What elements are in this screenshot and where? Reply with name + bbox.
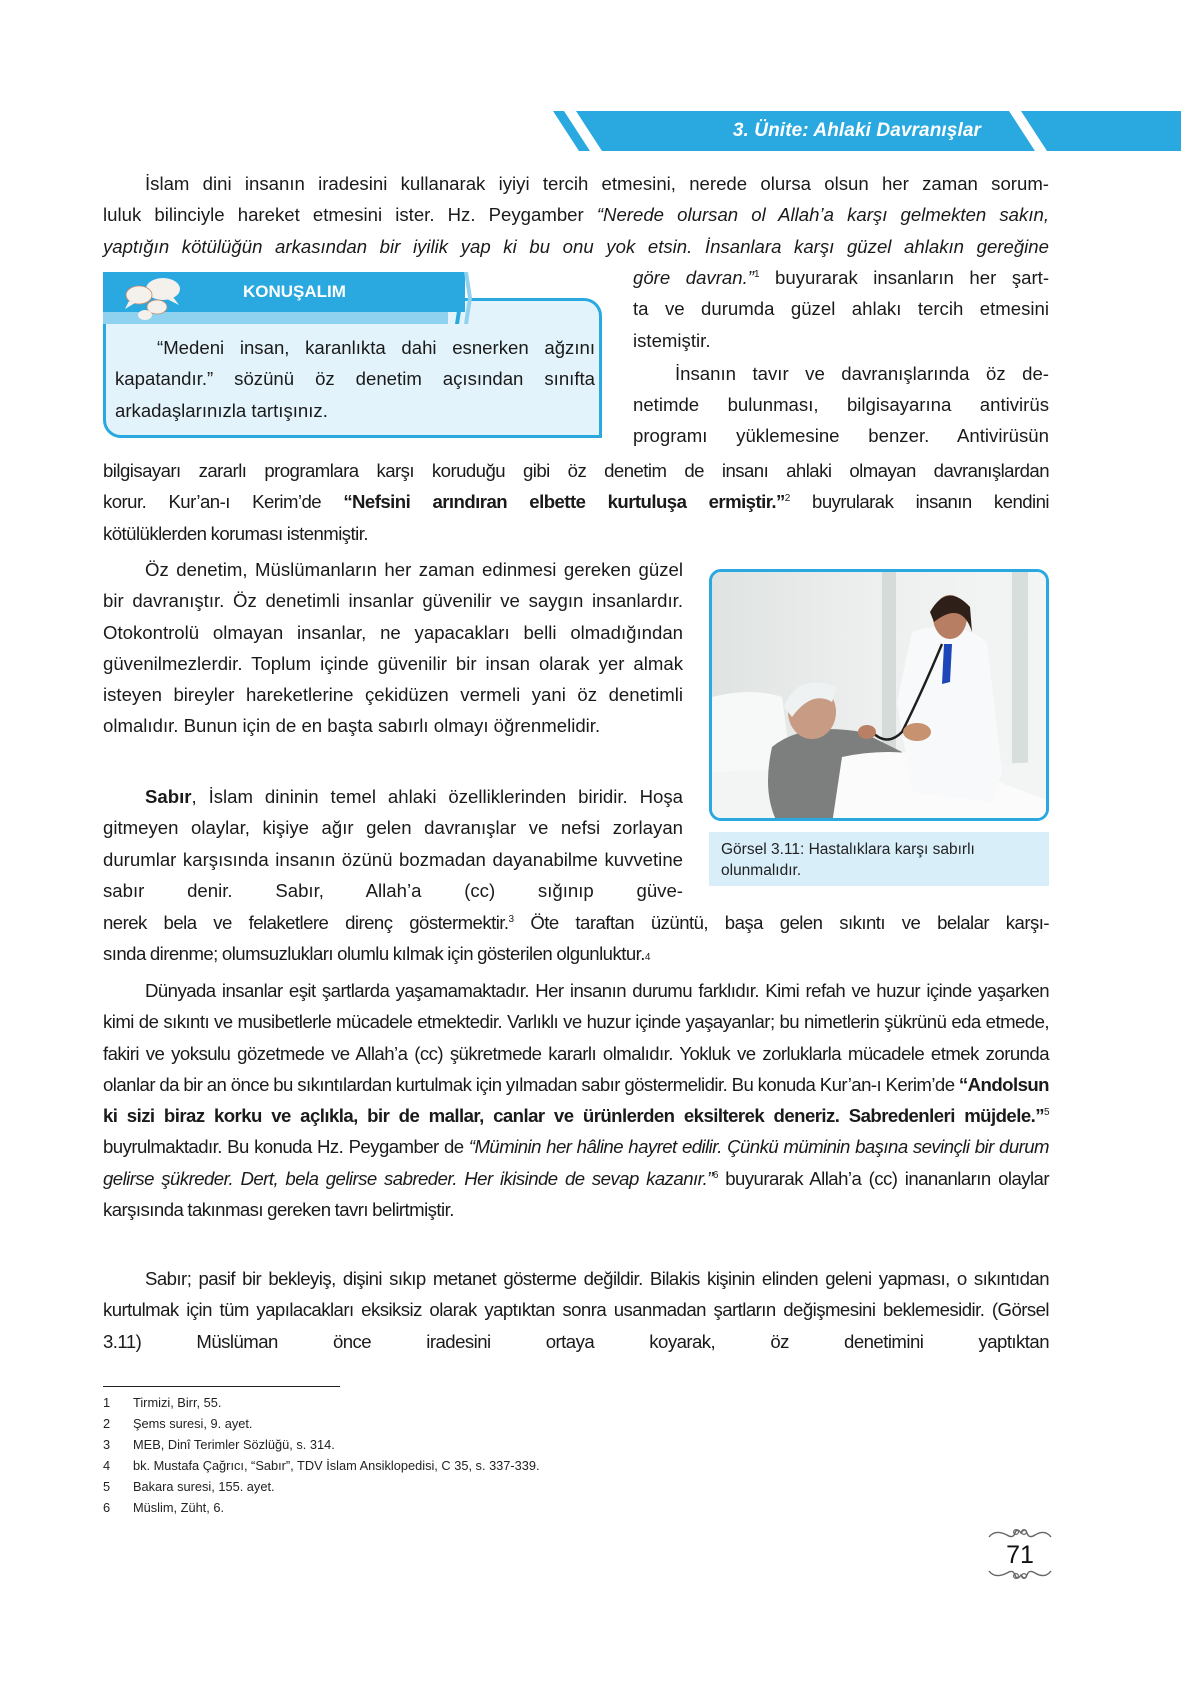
intro-line: İslam dini insanın iradesini kullanarak iyiyi tercih etmesini, nerede olursa olsun her zaman sorum- [145,173,1049,194]
text-line: İnsanın tavır ve davranışlarında öz de- [675,362,1049,384]
chevron-decoration-icon [455,272,463,324]
footnote-number: 4 [103,1458,111,1473]
footnote-text: Şems suresi, 9. ayet. [133,1416,253,1431]
self-control-paragraph [103,554,683,742]
text-span: buyurarak Allah’a (cc) inananların olaylar karşısında takınması gereken tavrı belirtmiştir. [103,1167,1049,1221]
intro-line [103,231,1049,262]
right-column-text [633,262,1049,452]
text-block: Öz denetim, Müslümanların her zaman edinmesi gereken güzel bir davranıştır. Öz denetimli insanlar güvenilir ve saygın insanlardır. Otokontrolü olmayan insanlar, ne yapacakları belli olmadığından güvenilmezlerdir. Toplum içinde güvenilir bir insan olarak yer almak isteyen bireyler hareketlerine çekidüzen vermeli yani öz denetimli olmalıdır. Bunun için de en başta sabırlı olmayı öğrenmelidir. [103,559,683,737]
footnote-text: bk. Mustafa Çağrıcı, “Sabır”, TDV İslam Ansiklopedisi, C 35, s. 337-339. [133,1458,540,1473]
text-span: Dünyada insanlar eşit şartlarda yaşamamaktadır. Her insanın durumu farklıdır. Kimi refah ve huzur içinde yaşarken kimi de sıkıntı ve musibetlerle mücadele etmektedir. Varlıklı ve huzur içinde yaşayanlar; bu nimetlerin şükrünü eda etmede, fakiri ve yoksulu gözetmede ve Allah’a (cc) şükretmede kararlı olmalıdır. Yokluk ve zorluklarla mücadele etmek zorunda olanlar da bir an önce bu sıkıntılardan kurtulmak için yılmadan sabır göstermelidir. Bu konuda Kur’an-ı Kerim’de [103,980,1049,1095]
text-block [103,975,1049,1225]
text-block: Sabır; pasif bir bekleyiş, dişini sıkıp metanet gösterme değildir. Bilakis kişinin elinden geleni yapması, o sıkıntıdan kurtulmak için tüm yapılacakları eksiksiz olarak yaptıktan sonra usanmadan şartların değişmesini beklemesidir. (Görsel 3.11) Müslüman önce iradesini ortaya koyarak, öz denetimini yaptıktan [103,1268,1049,1352]
chevron-decoration-icon [464,272,472,324]
footnote-item [103,1413,540,1434]
figure-image [709,569,1049,821]
speech-bubbles-icon [121,275,183,321]
footnote-divider [103,1386,340,1387]
term-bold: Sabır [145,786,192,807]
footnote-item [103,1392,540,1413]
text-line: kötülüklerden koruması istenmiştir. [103,522,368,544]
footnote-text: Bakara suresi, 155. ayet. [133,1479,275,1494]
footnote-number: 3 [103,1437,111,1452]
text-line [103,938,1049,973]
page-number: 71 [1006,1541,1034,1569]
world-conditions-paragraph [103,975,1049,1225]
footnotes-list [103,1392,540,1518]
text-line: programı yüklemesine benzer. Antivirüsün [633,425,1049,447]
patience-not-passive-paragraph [103,1263,1049,1357]
intro-paragraph [103,168,1049,262]
unit-title: 3. Ünite: Ahlaki Davranışlar [732,120,981,141]
discussion-label: KONUŞALIM [243,282,346,301]
page-number-block [985,1525,1055,1580]
text-span: buyrulmaktadır. Bu konuda Hz. Peygamber de [103,1136,469,1158]
text-line [103,486,1049,517]
footnote-ref[interactable]: 4 [644,952,650,964]
footnote-ref[interactable]: 1 [753,269,760,280]
text-line: bilgisayarı zararlı programlara karşı koruduğu gibi öz denetim de insanı ahlaki olmayan davranışlardan [103,460,1049,481]
discussion-box [103,272,602,438]
hadith-quote: göre davran.” [633,267,754,288]
hadith-quote: “Müminin her hâline hayret edilir. Çünkü müminin başına sevinçli bir durum gelirse şükreder. Dert, bela gelirse sabreder. Her ikisinde de sevap kazanır.” [103,1136,1049,1189]
discussion-text: “Medeni insan, karanlıkta dahi esnerken ağzını kapatandır.” sözünü öz denetim açısından sınıfta arkadaşlarınızla tartışınız. [115,337,595,421]
text-block [103,781,683,906]
text-line [633,262,1049,293]
footnote-text: Müslim, Züht, 6. [133,1500,225,1515]
ornament-bottom-icon [985,1567,1055,1583]
text-span: sında direnme; olumsuzlukları olumlu kılmak için gösterilen olgunluktur. [103,943,645,965]
verse-quote: “Andolsun ki sizi biraz korku ve açlıkla, bir de mallar, canlar ve ürünlerden eksilterek deneriz. Sabredenleri müjdele.” [103,1073,1049,1127]
unit-header-banner [553,111,1181,151]
footnote-item [103,1476,540,1497]
footnote-number: 6 [103,1500,111,1515]
text-span: buyurarak insanların her şart- [759,267,1050,288]
intro-text: luluk bilinciyle hareket etmesini ister. Hz. Peygamber [103,204,597,226]
discussion-prompt [115,332,595,426]
text-line: ta ve durumda güzel ahlakı tercih etmesini [633,298,1049,320]
footnote-number: 1 [103,1395,111,1410]
figure-caption: Görsel 3.11: Hastalıklara karşı sabırlı olunmalıdır. [709,832,1049,886]
footnote-ref[interactable]: 3 [508,914,514,925]
text-line: istemiştir. [633,329,711,351]
footnote-item [103,1434,540,1455]
footnote-text: Tirmizi, Birr, 55. [133,1395,222,1410]
doctor-patient-photo [712,572,1049,821]
footnote-ref[interactable]: 2 [784,493,790,505]
text-line: netimde bulunması, bilgisayarına antivirüs [633,394,1049,416]
patience-continuation [103,907,1049,974]
footnote-text: MEB, Dinî Terimler Sözlüğü, s. 314. [133,1437,335,1452]
footnote-ref[interactable]: 5 [1043,1107,1049,1119]
text-span: nerek bela ve felaketlere direnç göstermektir. [103,912,509,933]
footnote-item [103,1497,540,1518]
text-span: buyrularak insanın kendini [789,491,1050,513]
text-line [103,907,1049,938]
hadith-quote: “Nerede olursan ol Allah’a karşı gelmekten sakın, [596,204,1049,226]
ornament-top-icon [985,1525,1055,1541]
footnote-ref[interactable]: 6 [712,1169,718,1181]
hadith-quote: yaptığın kötülüğün arkasından bir iyilik yap ki bu onu yok etsin. İnsanlara karşı güzel ahlakın gereğine [103,235,1049,257]
text-span: Öte taraftan üzüntü, başa gelen sıkıntı ve belalar karşı- [513,912,1049,933]
footnote-number: 5 [103,1479,111,1494]
patience-paragraph [103,781,683,906]
verse-quote: “Nefsini arındıran elbette kurtuluşa ermiştir.” [343,491,785,513]
antivirus-paragraph [103,455,1049,549]
intro-line [103,199,1049,230]
footnote-number: 2 [103,1416,111,1431]
text-span: korur. Kur’an-ı Kerim’de [103,491,344,513]
text-span: , İslam dininin temel ahlaki özelliklerinden biridir. Hoşa gitmeyen olaylar, kişiye ağır gelen davranışlar ve nefsi zorlayan durumlar karşısında insanın özünü bozmadan dayanabilme kuvvetine sabır denir. Sabır, Allah’a (cc) sığınıp güve- [103,786,683,901]
footnote-item [103,1455,540,1476]
